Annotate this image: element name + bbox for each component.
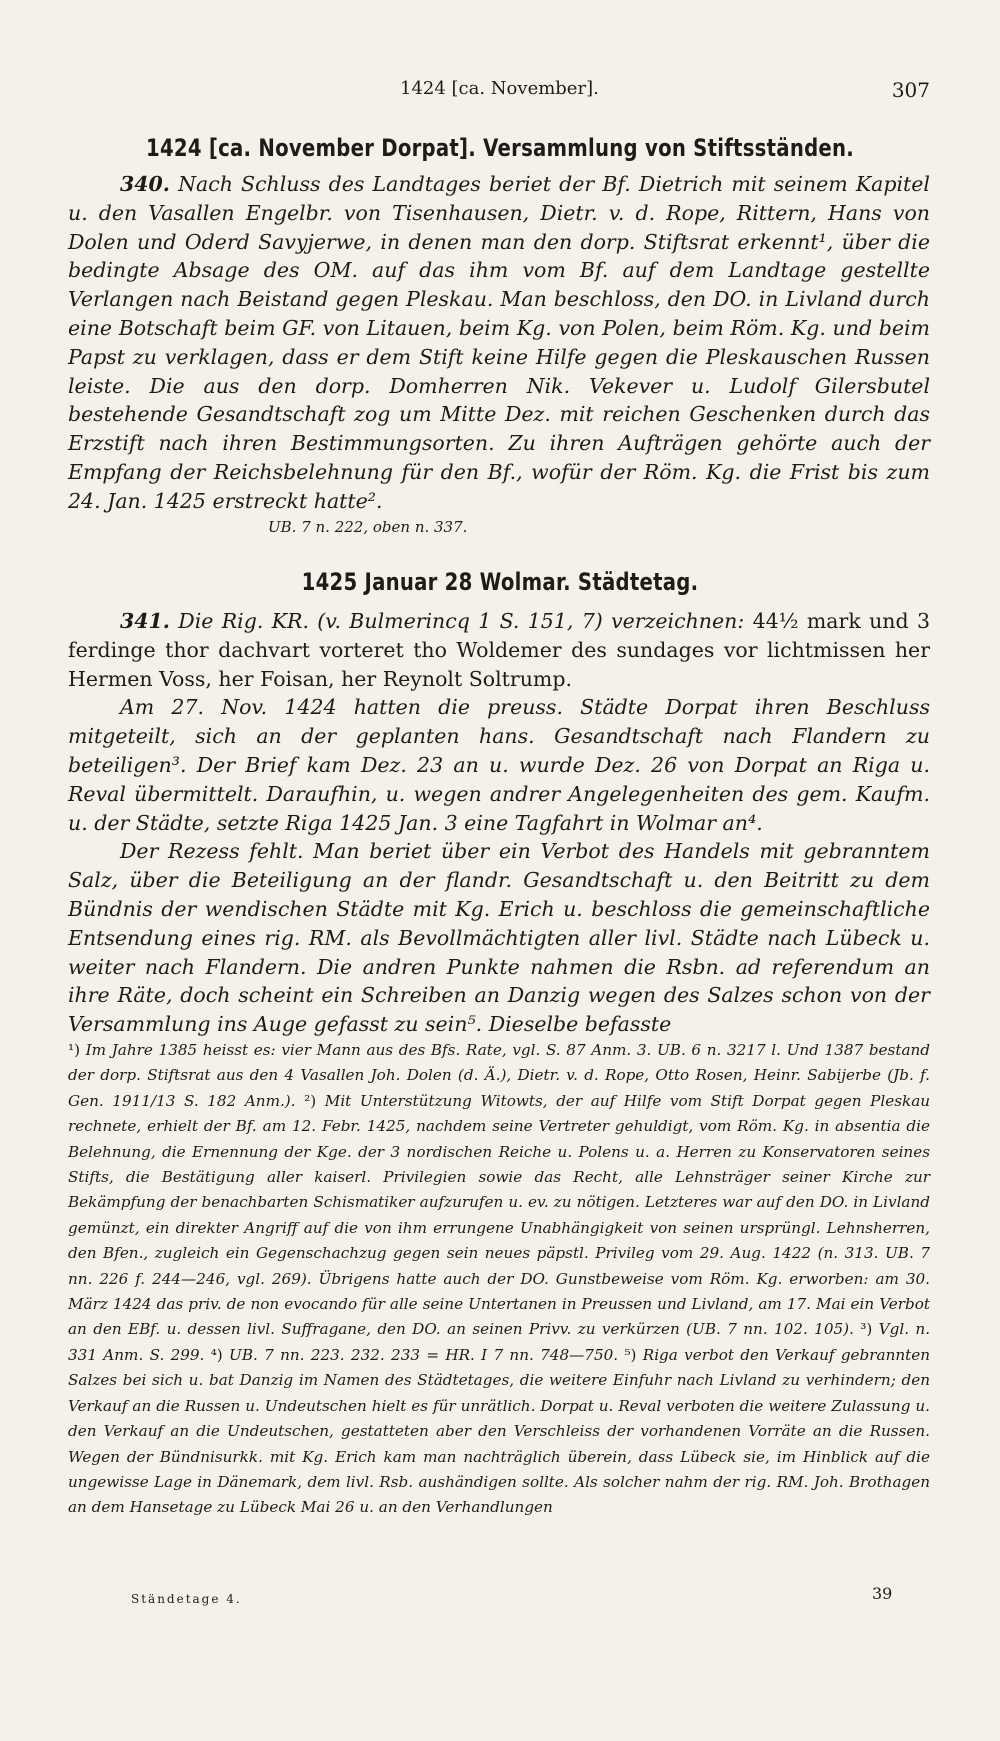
sheet-number: 39 (872, 1584, 893, 1603)
entry-source: UB. 7 n. 222, oben n. 337. (268, 517, 468, 536)
section-title-1425: 1425 Januar 28 Wolmar. Städtetag. (301, 568, 699, 596)
running-header (0, 78, 1000, 108)
footnotes (68, 1038, 930, 1521)
section-title-1424: 1424 [ca. November Dorpat]. Versammlung von Stiftsständen. (146, 134, 854, 162)
entry-paragraph-3: Der Rezess fehlt. Man beriet über ein Verbot des Handels mit gebranntem Salz, über die Beteiligung an der flandr. Gesandtschaft u. den Beitritt zu dem Bündnis der wendischen Städte mit Kg. Erich u. beschloss die gemeinschaftliche Entsendung eines rig. RM. als Bevollmächtigten aller livl. Städte nach Lübeck u. weiter nach Flandern. Die andren Punkte nahmen die Rsbn. ad referendum an ihre Räte, doch scheint ein Schreiben an Danzig wegen des Salzes schon von der Versammlung ins Auge gefasst zu sein⁵. Dieselbe befasste (68, 839, 930, 1037)
footnote-mark-3: ³) (860, 1320, 873, 1339)
footnote-4: UB. 7 nn. 223. 232. 233 = HR. I 7 nn. 748—750. (229, 1345, 619, 1364)
footnote-3: Vgl. n. 331 Anm. S. 299. (68, 1320, 931, 1364)
entry-number: 340. (120, 172, 170, 196)
footnote-mark-5: ⁵) (624, 1345, 637, 1364)
sheet-signature: Ständetage 4. (131, 1592, 242, 1606)
entry-341 (68, 607, 930, 1039)
footnote-mark-2: ²) (304, 1091, 317, 1110)
footnote-5: Riga verbot den Verkauf gebrannten Salzes bei sich u. bat Danzig im Namen des Städtetages, die weitere Einfuhr nach Livland zu verhindern; den Verkauf an die Russen u. Undeutschen hielt es für unrätlich. Dorpat u. Reval verboten die weitere Zulassung u. den Verkauf an die Undeutschen, gestatteten aber den Verschleiss der vorhandenen Vorräte an die Russen. Wegen der Bündnisurkk. mit Kg. Erich kam man nachträglich überein, dass Lübeck sie, im Hinblick auf die ungewisse Lage in Dänemark, dem livl. Rsb. aushändigen sollte. Als solcher nahm der rig. RM. Joh. Brothagen an dem Hansetage zu Lübeck Mai 26 u. an den Verhandlungen (68, 1345, 931, 1517)
page-number: 307 (891, 78, 930, 102)
footnote-mark-4: ⁴) (210, 1345, 223, 1364)
entry-paragraph-2: Am 27. Nov. 1424 hatten die preuss. Städte Dorpat ihren Beschluss mitgeteilt, sich an der geplanten hans. Gesandtschaft nach Flandern zu beteiligen³. Der Brief kam Dez. 23 an u. wurde Dez. 26 von Dorpat an Riga u. Reval übermittelt. Daraufhin, u. wegen andrer Angelegenheiten des gem. Kaufm. u. der Städte, setzte Riga 1425 Jan. 3 eine Tagfahrt in Wolmar an⁴. (68, 695, 930, 835)
entry-number: 341. (120, 609, 170, 633)
entry-340 (68, 170, 930, 538)
footnote-1: Im Jahre 1385 heisst es: vier Mann aus des Bfs. Rate, vgl. S. 87 Anm. 3. UB. 6 n. 3217 l. Und 1387 bestand der dorp. Stiftsrat aus den 4 Vasallen Joh. Dolen (d. Ä.), Dietr. v. d. Rope, Otto Rosen, Heinr. Sabijerbe (Jb. f. Gen. 1911/13 S. 182 Anm.). (68, 1041, 931, 1110)
entry-text: Nach Schluss des Landtages beriet der Bf. Dietrich mit seinem Kapitel u. den Vasallen Engelbr. von Tisenhausen, Dietr. v. d. Rope, Rittern, Hans von Dolen und Oderd Savyjerwe, in denen man den dorp. Stiftsrat erkennt¹, über die bedingte Absage des OM. auf das ihm vom Bf. auf dem Landtage gestellte Verlangen nach Beistand gegen Pleskau. Man beschloss, den DO. in Livland durch eine Botschaft beim GF. von Litauen, beim Kg. von Polen, beim Röm. Kg. und beim Papst zu verklagen, dass er dem Stift keine Hilfe gegen die Pleskauschen Russen leiste. Die aus den dorp. Domherren Nik. Vekever u. Ludolf Gilersbutel bestehende Gesandtschaft zog um Mitte Dez. mit reichen Geschenken durch das Erzstift nach ihren Bestimmungsorten. Zu ihren Aufträgen gehörte auch der Empfang der Reichsbelehnung für den Bf., wofür der Röm. Kg. die Frist bis zum 24. Jan. 1425 erstreckt hatte². (68, 172, 930, 513)
entry-intro: Die Rig. KR. (v. Bulmerincq 1 S. 151, 7) verzeichnen: (178, 609, 745, 633)
footnote-mark-1: ¹) (68, 1041, 81, 1059)
entry-quote: 44½ mark und 3 ferdinge thor dachvart vorteret tho Woldemer des sundages vor lichtmissen her Hermen Voss, her Foisan, her Reynolt Soltrump. (68, 609, 930, 691)
header-date: 1424 [ca. November]. (400, 78, 599, 99)
footnote-2: Mit Unterstützung Witowts, der auf Hilfe vom Stift Dorpat gegen Pleskau rechnete, erhielt der Bf. am 12. Febr. 1425, nachdem seine Vertreter gehuldigt, vom Röm. Kg. in absentia die Belehnung, die Ernennung der Kge. der 3 nordischen Reiche u. Polens u. a. Herren zu Konservatoren seines Stifts, die Bestätigung aller kaiserl. Privilegien sowie das Recht, alle Lehnsträger seiner Kirche zur Bekämpfung der benachbarten Schismatiker aufzurufen u. ev. zu nötigen. Letzteres war auf den DO. in Livland gemünzt, ein direkter Angriff auf die von ihm errungene Unabhängigkeit von seinen ursprüngl. Lehnsherren, den Bfen., zugleich ein Gegenschachzug gegen sein neues päpstl. Privileg vom 29. Aug. 1422 (n. 313. UB. 7 nn. 226 f. 244—246, vgl. 269). Übrigens hatte auch der DO. Gunstbeweise vom Röm. Kg. erworben: am 30. März 1424 das priv. de non evocando für alle seine Untertanen in Preussen und Livland, am 17. Mai ein Verbot an den EBf. u. dessen livl. Suffragane, den DO. an seinen Privv. zu verkürzen (UB. 7 nn. 102. 105). (68, 1091, 931, 1339)
